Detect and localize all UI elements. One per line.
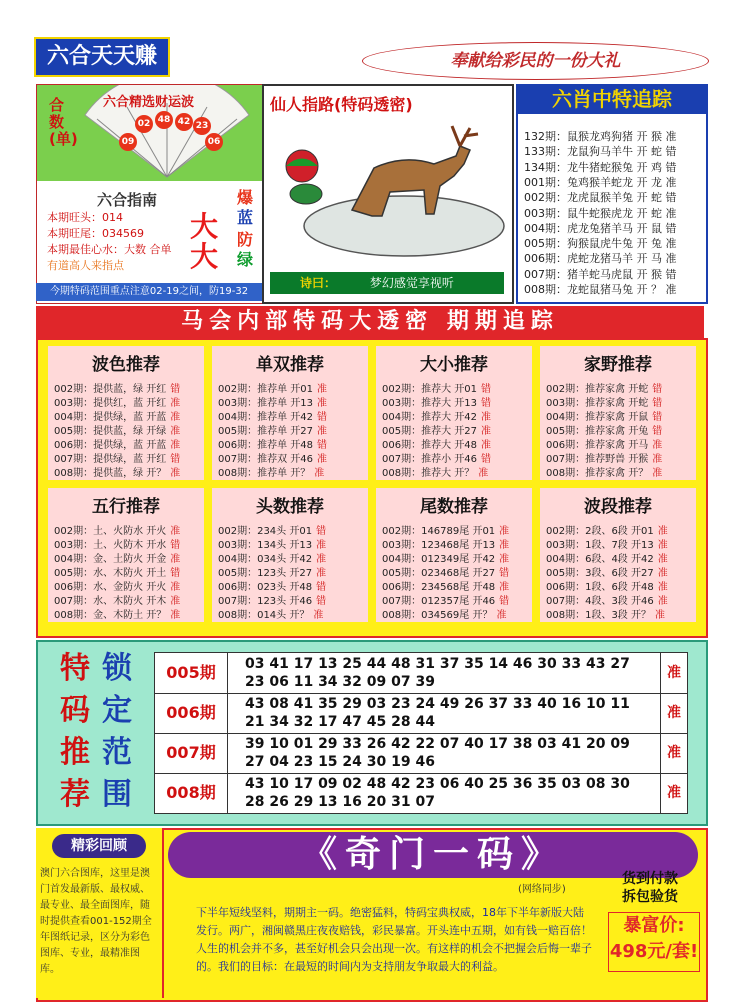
card-line-text: 007期：推荐野兽 开猴 <box>546 454 649 465</box>
card-line <box>546 464 696 479</box>
lock-numbers-line: 21 34 32 17 47 45 28 44 <box>245 714 435 730</box>
card-line-text: 003期：土、火防木 开水 <box>54 540 167 551</box>
fan-ball: 48 <box>155 111 173 129</box>
card-title: 头数推荐 <box>256 497 324 517</box>
lock-row <box>155 733 687 774</box>
card-line-result: 错 <box>316 582 327 593</box>
zodiac-line: 001期：兔鸡猴羊蛇龙 开 龙 准 <box>524 175 677 189</box>
card-line-text: 003期：1段、7段 开13 <box>546 540 654 551</box>
card-line-text: 006期：水、金防火 开火 <box>54 582 167 593</box>
card-line-result: 准 <box>481 412 491 423</box>
poem-label: 诗曰： <box>300 276 337 290</box>
card-line <box>218 606 368 621</box>
card-line-text: 004期：6段、4段 开42 <box>546 554 654 565</box>
card-line-result: 错 <box>170 540 181 551</box>
card-title: 单双推荐 <box>256 355 324 375</box>
card-line-text: 008期：推荐单 开？ <box>218 468 311 479</box>
lock-numbers <box>245 775 645 811</box>
card-line-text: 002期：推荐单 开01 <box>218 384 313 395</box>
card-line-result: 准 <box>478 468 489 479</box>
card-line-text: 005期：3段、6段 开27 <box>546 568 654 579</box>
recommend-card <box>376 346 532 480</box>
card-line <box>54 464 204 479</box>
big-char: 大 <box>189 240 218 273</box>
middle-panel <box>262 84 514 304</box>
lock-numbers <box>245 695 645 731</box>
card-line-text: 007期：012357尾 开46 <box>382 596 496 607</box>
card-line-result: 准 <box>657 554 668 565</box>
card-line <box>382 592 532 607</box>
guide-line: 本期最佳心水：大数 合单 <box>47 243 172 256</box>
card-line <box>546 578 696 593</box>
card-line-result: 准 <box>657 540 668 551</box>
card-line <box>546 394 696 409</box>
card-line-text: 005期：123头 开27 <box>218 568 313 579</box>
delivery-info <box>600 870 700 906</box>
card-line-result: 准 <box>170 610 181 621</box>
card-line-result: 准 <box>652 454 663 465</box>
zodiac-line: 004期：虎龙兔猪羊马 开 鼠 错 <box>524 221 677 235</box>
card-line-text: 004期：金、土防火 开金 <box>54 554 167 565</box>
card-line-text: 007期：123头 开46 <box>218 596 313 607</box>
card-line-text: 005期：推荐大 开27 <box>382 426 477 437</box>
fan-ball: 02 <box>135 115 153 133</box>
zodiac-line: 008期：龙蛇鼠猪马兔 开 ？ 准 <box>524 283 677 296</box>
lock-char: 特 <box>60 651 90 686</box>
card-line-text: 006期：推荐单 开48 <box>218 440 313 451</box>
card-line-text: 006期：推荐家禽 开马 <box>546 440 649 451</box>
card-line-text: 007期：4段、3段 开46 <box>546 596 654 607</box>
recommend-card <box>212 488 368 622</box>
card-line <box>54 380 204 395</box>
card-line-text: 006期：234568尾 开48 <box>382 582 496 593</box>
card-line-result: 准 <box>657 526 668 537</box>
card-line-result: 错 <box>481 398 491 409</box>
card-line <box>54 564 204 579</box>
network-note: (网络同步) <box>518 884 566 895</box>
recommend-card <box>212 346 368 480</box>
card-line <box>546 408 696 423</box>
side-word: 绿 <box>236 250 253 269</box>
card-line-result: 错 <box>170 568 181 579</box>
card-line-result: 错 <box>652 412 663 423</box>
card-line <box>218 464 368 479</box>
card-line-result: 准 <box>313 610 324 621</box>
fan-ball: 06 <box>205 133 223 151</box>
card-line-text: 008期：推荐家禽 开？ <box>546 468 649 479</box>
card-line <box>218 394 368 409</box>
card-line-text: 002期：2段、6段 开01 <box>546 526 654 537</box>
card-line-result: 错 <box>499 596 510 607</box>
lock-char: 定 <box>102 693 132 728</box>
lock-char: 围 <box>102 777 132 812</box>
card-line <box>546 380 696 395</box>
lock-char: 荐 <box>60 777 90 812</box>
card-title: 尾数推荐 <box>420 497 488 517</box>
guide-line: 有道高人来指点 <box>47 259 124 272</box>
card-line <box>546 436 696 451</box>
card-line-text: 005期：推荐家禽 开兔 <box>546 426 649 437</box>
card-line <box>546 536 696 551</box>
slogan: 奉献给彩民的一份大礼 <box>362 42 709 80</box>
card-title: 家野推荐 <box>584 355 652 375</box>
zodiac-line: 133期：龙鼠狗马羊牛 开 蛇 错 <box>524 145 677 159</box>
card-line <box>382 394 532 409</box>
middle-title: 仙人指路(特码透密) <box>270 95 413 114</box>
delivery-line: 拆包验货 <box>622 889 678 905</box>
deer-illustration <box>264 106 512 276</box>
card-line <box>218 592 368 607</box>
card-line-text: 006期：提供绿，蓝 开蓝 <box>54 440 167 451</box>
guide-line: 本期旺尾：034569 <box>47 227 144 240</box>
lock-row <box>155 773 687 813</box>
card-line-text: 004期：推荐家禽 开鼠 <box>546 412 649 423</box>
card-line <box>546 564 696 579</box>
card-title: 波色推荐 <box>92 355 160 375</box>
card-line <box>54 606 204 621</box>
card-line-result: 准 <box>499 582 510 593</box>
card-line-text: 005期：水、木防火 开土 <box>54 568 167 579</box>
card-line <box>218 422 368 437</box>
fan-ball: 09 <box>119 133 137 151</box>
card-line-text: 007期：水、木防火 开木 <box>54 596 167 607</box>
card-line-result: 错 <box>316 596 327 607</box>
card-line-text: 003期：123468尾 开13 <box>382 540 496 551</box>
card-line <box>382 408 532 423</box>
zodiac-line: 003期：鼠牛蛇猴虎龙 开 蛇 准 <box>524 206 677 220</box>
card-line-result: 错 <box>317 412 327 423</box>
poem-text: 梦幻感觉享视听 <box>369 276 454 290</box>
card-line <box>546 550 696 565</box>
review-text: 澳门六合图库，这里是澳门首发最新版、最权威、最专业、最全面图库，随时提供查看001-152期全年图纸记录，区分为彩色图库、专业，最精准图库。 <box>40 868 152 975</box>
recommend-card <box>48 346 204 480</box>
big-char: 大 <box>189 210 218 243</box>
card-line-result: 准 <box>170 582 181 593</box>
card-line-result: 错 <box>652 426 663 437</box>
card-line-text: 004期：提供绿，蓝 开蓝 <box>54 412 167 423</box>
card-line <box>546 522 696 537</box>
lock-char: 码 <box>60 693 90 728</box>
right-panel-title: 六肖中特追踪 <box>516 84 708 114</box>
guide-line: 本期旺头：014 <box>47 211 123 224</box>
card-line <box>218 522 368 537</box>
card-line-result: 错 <box>652 398 663 409</box>
card-line-text: 008期：1段、3段 开？ <box>546 610 651 621</box>
card-line-text: 002期：推荐大 开01 <box>382 384 477 395</box>
card-line <box>218 450 368 465</box>
card-line-result: 准 <box>170 426 181 437</box>
lock-numbers-line: 43 08 41 35 29 03 23 24 49 26 37 33 40 16 10 11 <box>245 696 630 712</box>
card-line-text: 006期：推荐大 开48 <box>382 440 477 451</box>
lock-result: 准 <box>660 733 687 773</box>
card-line-text: 002期：234头 开01 <box>218 526 313 537</box>
lock-result: 准 <box>660 773 687 813</box>
card-line-result: 准 <box>652 440 663 451</box>
card-line-text: 008期：推荐大 开？ <box>382 468 475 479</box>
card-line <box>382 380 532 395</box>
card-line <box>54 422 204 437</box>
card-line-result: 错 <box>481 454 491 465</box>
card-line <box>54 578 204 593</box>
zodiac-line: 134期：龙牛猪蛇猴兔 开 鸡 错 <box>524 160 677 174</box>
card-line-text: 005期：推荐单 开27 <box>218 426 313 437</box>
card-line-text: 002期：土、火防水 开火 <box>54 526 167 537</box>
card-line-result: 准 <box>496 610 507 621</box>
card-line <box>546 606 696 621</box>
card-line-result: 错 <box>499 568 510 579</box>
card-line-text: 005期：023468尾 开27 <box>382 568 496 579</box>
card-line <box>218 536 368 551</box>
lock-numbers <box>245 655 645 691</box>
fan-left-label: 合数(单) <box>49 96 78 148</box>
card-line <box>218 550 368 565</box>
lock-numbers-line: 23 06 11 34 32 09 07 39 <box>245 674 435 690</box>
lock-period: 008期 <box>155 773 228 813</box>
recommend-card <box>376 488 532 622</box>
card-line-result: 错 <box>170 454 181 465</box>
card-line-text: 003期：提供红，蓝 开红 <box>54 398 167 409</box>
zodiac-line: 002期：龙虎鼠猴羊兔 开 蛇 错 <box>524 191 677 205</box>
lock-row <box>155 653 687 694</box>
fan-ball: 23 <box>193 117 211 135</box>
card-line-result: 准 <box>316 540 327 551</box>
review-title: 精彩回顾 <box>52 834 146 858</box>
left-panel <box>36 84 264 304</box>
card-line-text: 004期：012349尾 开42 <box>382 554 496 565</box>
card-title: 波段推荐 <box>584 497 652 517</box>
card-line <box>218 408 368 423</box>
card-title: 五行推荐 <box>92 497 160 517</box>
card-line <box>54 550 204 565</box>
card-line <box>54 408 204 423</box>
lock-period: 006期 <box>155 693 228 733</box>
lock-char: 推 <box>60 735 90 770</box>
promo-text: 下半年短线坚料，期期主一码。绝密猛料，特码宝典权威，18年下半年新版大陆发行。两广，湘闽赣黑庄夜夜赔钱，彩民暴富。开头连中五期，如有钱一赔百倍！人生的机会并不多，甚至好机会只会出现一次。有这样的机会不把握会后悔一辈子的。我们的目标：在最短的时间内为支持朋友争取最大的利益。 <box>196 906 592 973</box>
card-line-text: 004期：推荐单 开42 <box>218 412 313 423</box>
zodiac-line: 005期：狗猴鼠虎牛兔 开 兔 准 <box>524 237 677 251</box>
card-line-text: 007期：推荐双 开46 <box>218 454 313 465</box>
card-line-result: 准 <box>481 440 491 451</box>
card-line-text: 002期：146789尾 开01 <box>382 526 496 537</box>
lock-char: 范 <box>102 735 132 770</box>
card-line-result: 准 <box>657 582 668 593</box>
card-line <box>218 380 368 395</box>
qimen-banner: 《奇门一码》 <box>168 832 698 878</box>
price-box <box>608 912 700 972</box>
card-line-text: 003期：推荐家禽 开蛇 <box>546 398 649 409</box>
card-line <box>218 564 368 579</box>
lock-char: 锁 <box>102 651 132 686</box>
fan-ball: 42 <box>175 113 193 131</box>
lock-numbers-line: 43 10 17 09 02 48 42 23 06 40 25 36 35 03 08 30 <box>245 776 630 792</box>
lock-period: 007期 <box>155 733 228 773</box>
card-line-text: 003期：134头 开13 <box>218 540 313 551</box>
lock-table <box>154 652 688 814</box>
card-line-result: 准 <box>499 540 510 551</box>
lock-numbers-line: 39 10 01 29 33 26 42 22 07 40 17 38 03 41 20 09 <box>245 736 630 752</box>
card-line-text: 002期：推荐家禽 开蛇 <box>546 384 649 395</box>
lock-numbers-line: 28 26 29 13 16 20 31 07 <box>245 794 435 810</box>
lock-numbers <box>245 735 645 771</box>
card-line-text: 005期：提供蓝，绿 开绿 <box>54 426 167 437</box>
lock-row <box>155 693 687 734</box>
price-value: 498元/套! <box>609 941 699 962</box>
poem-bar <box>270 272 504 294</box>
card-line-result: 准 <box>316 554 327 565</box>
card-line <box>382 536 532 551</box>
card-line-result: 准 <box>170 596 181 607</box>
card-line-text: 007期：推荐小 开46 <box>382 454 477 465</box>
card-line-result: 准 <box>170 468 181 479</box>
left-panel-footer: 今期特码范围重点注意02-19之间，防19-32 <box>36 283 262 301</box>
card-line-text: 006期：023头 开48 <box>218 582 313 593</box>
card-line-result: 准 <box>317 454 327 465</box>
card-line <box>546 592 696 607</box>
card-line-text: 008期：金、木防土 开？ <box>54 610 167 621</box>
card-line-result: 准 <box>170 412 181 423</box>
lock-result: 准 <box>660 653 687 693</box>
main-box <box>36 338 708 638</box>
fan-area <box>37 85 263 181</box>
card-line <box>218 578 368 593</box>
card-line <box>54 592 204 607</box>
card-line-text: 008期：034569尾 开？ <box>382 610 493 621</box>
card-line <box>382 450 532 465</box>
card-line-result: 准 <box>316 568 327 579</box>
card-line-result: 错 <box>481 384 491 395</box>
card-line-text: 003期：推荐单 开13 <box>218 398 313 409</box>
card-line-text: 006期：1段、6段 开48 <box>546 582 654 593</box>
card-line-result: 准 <box>317 398 327 409</box>
card-line-result: 准 <box>657 596 668 607</box>
card-line <box>546 450 696 465</box>
card-line-text: 004期：034头 开42 <box>218 554 313 565</box>
lock-result: 准 <box>660 693 687 733</box>
card-line <box>382 422 532 437</box>
card-line-text: 002期：提供蓝，绿 开红 <box>54 384 167 395</box>
card-line <box>54 522 204 537</box>
zodiac-line: 007期：猪羊蛇马虎鼠 开 猴 错 <box>524 267 677 281</box>
card-line <box>54 536 204 551</box>
card-line-result: 准 <box>499 526 510 537</box>
card-title: 大小推荐 <box>420 355 488 375</box>
card-line-result: 准 <box>170 398 181 409</box>
recommend-card <box>540 346 696 480</box>
card-line <box>218 436 368 451</box>
card-line <box>382 550 532 565</box>
card-line-result: 错 <box>317 440 327 451</box>
lock-numbers-line: 27 04 23 15 24 30 19 46 <box>245 754 435 770</box>
card-line-text: 008期：014头 开？ <box>218 610 310 621</box>
card-line <box>54 450 204 465</box>
card-line-result: 准 <box>317 426 327 437</box>
page-title: 六合天天赚 <box>34 37 170 77</box>
lock-period: 005期 <box>155 653 228 693</box>
delivery-line: 货到付款 <box>622 871 678 887</box>
lock-numbers-line: 03 41 17 13 25 44 48 31 37 35 14 46 30 33 43 27 <box>245 656 630 672</box>
card-line <box>382 436 532 451</box>
card-line <box>54 394 204 409</box>
guide-title: 六合指南 <box>96 191 157 209</box>
card-line-result: 准 <box>481 426 491 437</box>
side-word: 蓝 <box>236 208 253 227</box>
card-line-result: 准 <box>317 384 327 395</box>
main-banner: 马会内部特码大透密 期期追踪 <box>36 306 704 338</box>
side-word: 爆 <box>236 188 253 207</box>
card-line <box>382 464 532 479</box>
card-line-result: 错 <box>170 384 181 395</box>
card-line-text: 003期：推荐大 开13 <box>382 398 477 409</box>
zodiac-line: 132期：鼠猴龙鸡狗猪 开 猴 准 <box>524 130 677 143</box>
card-line <box>54 436 204 451</box>
card-line-result: 准 <box>652 468 663 479</box>
side-word: 防 <box>236 230 253 249</box>
card-line-result: 错 <box>652 384 663 395</box>
card-line-result: 准 <box>655 610 665 621</box>
card-line-text: 007期：提供绿，蓝 开红 <box>54 454 167 465</box>
card-line-result: 准 <box>657 568 668 579</box>
zodiac-line: 006期：虎蛇龙猪马羊 开 马 准 <box>524 252 677 266</box>
card-line <box>382 564 532 579</box>
card-line <box>546 422 696 437</box>
card-line-result: 准 <box>170 554 181 565</box>
card-line-result: 准 <box>499 554 510 565</box>
price-label: 暴富价: <box>623 915 685 936</box>
card-line-result: 准 <box>314 468 325 479</box>
card-line-result: 准 <box>170 440 181 451</box>
card-line-result: 错 <box>316 526 327 537</box>
card-line <box>382 522 532 537</box>
card-line-result: 准 <box>170 526 181 537</box>
card-line-text: 004期：推荐大 开42 <box>382 412 477 423</box>
card-line <box>382 606 532 621</box>
card-line-text: 008期：提供蓝，绿 开？ <box>54 468 167 479</box>
recommend-card <box>48 488 204 622</box>
fan-caption: 六合精选财运波 <box>103 95 195 110</box>
card-line <box>382 578 532 593</box>
recommend-card <box>540 488 696 622</box>
